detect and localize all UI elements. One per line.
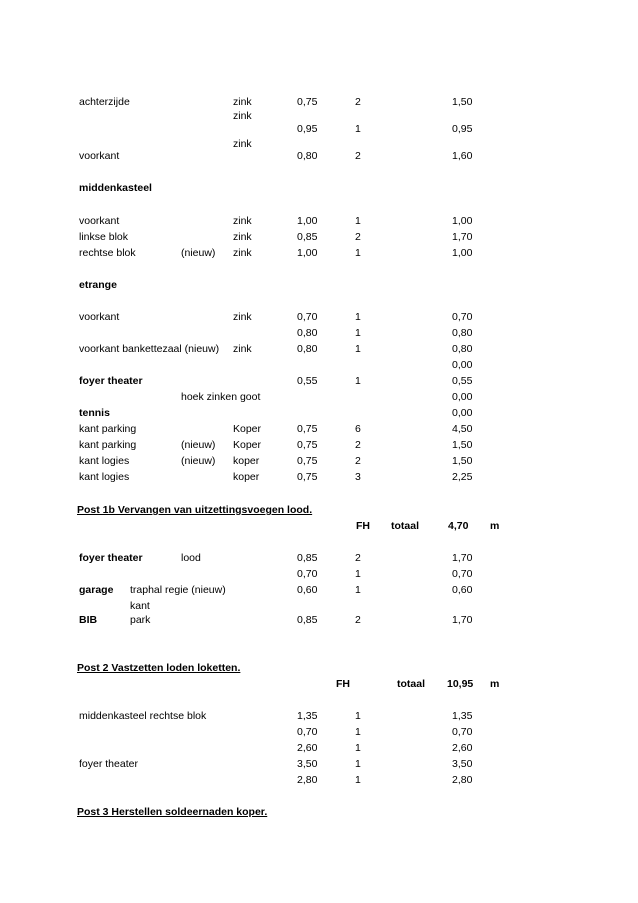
material: zink [233,343,252,355]
total: 1,70 [452,614,473,626]
material: Koper [233,439,262,451]
fh-count: 3 [355,471,361,483]
row-label: kant logies [79,471,130,483]
total: 1,70 [452,552,473,564]
length: 0,75 [297,439,318,451]
fh-count: 1 [355,375,361,387]
section-heading: etrange [79,279,117,291]
length: 0,55 [297,375,318,387]
length: 0,85 [297,231,318,243]
material: zink [233,138,252,150]
row-label: achterzijde [79,96,130,108]
material: Koper [233,423,262,435]
post-title: Post 3 Herstellen soldeernaden koper. [77,806,268,818]
length: 0,80 [297,327,318,339]
fh-header: FH [336,678,350,690]
material: zink [233,110,252,122]
fh-count: 2 [355,150,361,162]
material: koper [233,455,260,467]
post-title: Post 2 Vastzetten loden loketten. [77,662,241,674]
total: 2,60 [452,742,473,754]
length: 0,80 [297,150,318,162]
material: zink [233,311,252,323]
length: 0,75 [297,455,318,467]
fh-count: 1 [355,123,361,135]
row-label: rechtse blok [79,247,136,259]
row-label: voorkant bankettezaal (nieuw) [79,343,220,355]
total: 0,60 [452,584,473,596]
length: 2,80 [297,774,318,786]
unit: m [490,520,500,532]
material: lood [181,552,201,564]
total: 1,70 [452,231,473,243]
length: 3,50 [297,758,318,770]
fh-count: 2 [355,455,361,467]
length: 0,75 [297,96,318,108]
total: 0,00 [452,359,473,371]
total: 1,00 [452,215,473,227]
post-total: 10,95 [447,678,474,690]
length: 0,75 [297,471,318,483]
row-note: (nieuw) [181,455,216,467]
total: 2,80 [452,774,473,786]
fh-count: 1 [355,742,361,754]
row-note: park [130,614,151,626]
material: zink [233,247,252,259]
fh-count: 1 [355,584,361,596]
fh-count: 2 [355,231,361,243]
fh-count: 1 [355,758,361,770]
total: 4,50 [452,423,473,435]
fh-count: 1 [355,726,361,738]
total: 1,60 [452,150,473,162]
length: 1,35 [297,710,318,722]
material: koper [233,471,260,483]
total: 0,70 [452,311,473,323]
total: 1,50 [452,455,473,467]
total: 0,70 [452,568,473,580]
total: 2,25 [452,471,473,483]
post-title: Post 1b Vervangen van uitzettingsvoegen lood. [77,504,313,516]
unit: m [490,678,500,690]
row-label: kant parking [79,439,137,451]
length: 0,70 [297,568,318,580]
length: 0,85 [297,614,318,626]
section-heading: tennis [79,407,110,419]
material: zink [233,215,252,227]
row-label: foyer theater [79,375,143,387]
length: 0,85 [297,552,318,564]
row-label: foyer theater [79,758,138,770]
totaal-header: totaal [391,520,420,532]
fh-count: 2 [355,614,361,626]
section-heading: middenkasteel [79,182,152,194]
row-label: voorkant [79,215,120,227]
length: 2,60 [297,742,318,754]
row-label: garage [79,584,114,596]
total: 1,00 [452,247,473,259]
row-label: kant logies [79,455,130,467]
total: 1,50 [452,439,473,451]
row-label: voorkant [79,311,120,323]
material: zink [233,231,252,243]
total: 0,80 [452,343,473,355]
row-note: kant [130,600,150,612]
fh-count: 6 [355,423,361,435]
material: zink [233,96,252,108]
total: 0,00 [452,407,473,419]
row-note: (nieuw) [181,247,216,259]
fh-count: 2 [355,439,361,451]
length: 0,60 [297,584,318,596]
fh-count: 1 [355,247,361,259]
row-note: traphal regie (nieuw) [130,584,226,596]
row-note: hoek zinken goot [181,391,261,403]
row-label: linkse blok [79,231,129,243]
total: 0,00 [452,391,473,403]
fh-count: 1 [355,710,361,722]
fh-count: 1 [355,568,361,580]
row-label: middenkasteel rechtse blok [79,710,207,722]
row-note: (nieuw) [181,439,216,451]
total: 0,80 [452,327,473,339]
fh-header: FH [356,520,370,532]
fh-count: 1 [355,327,361,339]
row-label: BIB [79,614,98,626]
total: 0,70 [452,726,473,738]
fh-count: 2 [355,552,361,564]
length: 1,00 [297,247,318,259]
fh-count: 1 [355,215,361,227]
post-total: 4,70 [448,520,469,532]
length: 0,70 [297,311,318,323]
total: 1,35 [452,710,473,722]
total: 0,95 [452,123,473,135]
totaal-header: totaal [397,678,426,690]
total: 3,50 [452,758,473,770]
fh-count: 1 [355,343,361,355]
length: 0,70 [297,726,318,738]
total: 1,50 [452,96,473,108]
row-label: kant parking [79,423,137,435]
fh-count: 1 [355,311,361,323]
total: 0,55 [452,375,473,387]
row-label: voorkant [79,150,120,162]
length: 0,80 [297,343,318,355]
length: 1,00 [297,215,318,227]
length: 0,75 [297,423,318,435]
row-label: foyer theater [79,552,143,564]
fh-count: 1 [355,774,361,786]
fh-count: 2 [355,96,361,108]
length: 0,95 [297,123,318,135]
